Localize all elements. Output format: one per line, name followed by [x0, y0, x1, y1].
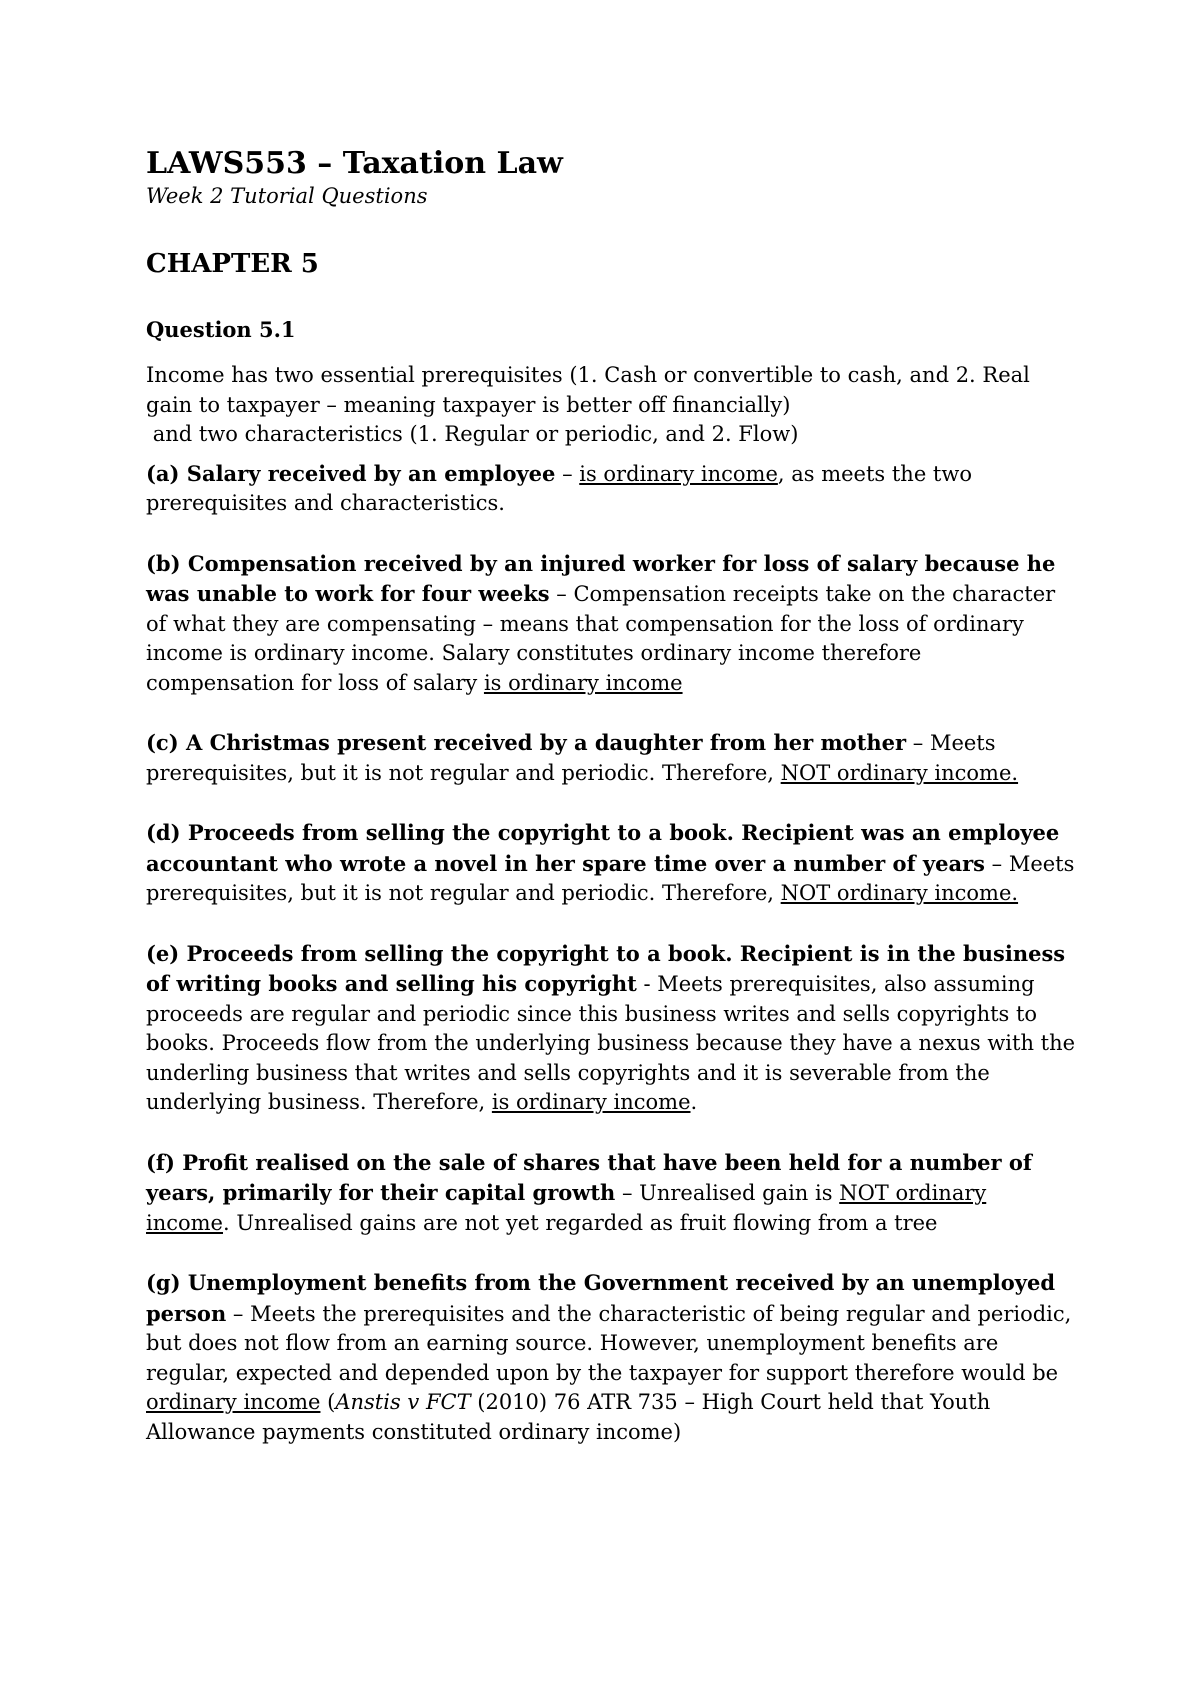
- answer-b-conclusion: is ordinary income: [483, 670, 683, 695]
- answer-f-conclusion: NOT ordinary income: [146, 1181, 987, 1235]
- chapter-heading: CHAPTER 5: [146, 249, 319, 279]
- answer-d-heading: (d) Proceeds from selling the copyright to a book. Recipient was an employee accountant who wrote a novel in her spare time over a number of years: [146, 820, 1060, 876]
- answer-g-text-1: – Meets the prerequisites and the characteristic of being regular and periodic, but does not flow from an earning source. However, unemployment benefits are regular, expected and depended upon by the taxpayer for support therefore would be: [146, 1301, 1072, 1385]
- intro-paragraph: [146, 361, 1076, 450]
- answer-a-text-1: –: [555, 461, 580, 486]
- answer-b-heading: (b) Compensation received by an injured worker for loss of salary because he was unable to work for four weeks: [146, 550, 1056, 606]
- answer-e: [146, 939, 1076, 1118]
- answer-g-case-name: Anstis v FCT: [335, 1390, 471, 1414]
- answer-f: [146, 1148, 1076, 1239]
- answer-c-conclusion: NOT ordinary income.: [780, 760, 1019, 785]
- answer-g-heading: (g) Unemployment benefits from the Government received by an unemployed person: [146, 1270, 1056, 1326]
- answer-e-heading: (e) Proceeds from selling the copyright to a book. Recipient is in the business of writing books and selling his copyright: [146, 940, 1066, 996]
- answer-b-text-1: – Compensation receipts take on the character of what they are compensating – means that compensation for the loss of ordinary income is ordinary income. Salary constitutes ordinary income therefore compensation for loss of salary: [146, 582, 1056, 695]
- question-heading: Question 5.1: [146, 317, 296, 342]
- answer-g-conclusion: ordinary income: [146, 1390, 321, 1414]
- answer-d: [146, 818, 1076, 909]
- answer-g: [146, 1268, 1076, 1447]
- answer-a-conclusion: is ordinary income: [579, 461, 778, 486]
- answer-f-heading: (f) Profit realised on the sale of shares that have been held for a number of years, primarily for their capital growth: [146, 1149, 1032, 1205]
- answer-e-conclusion: is ordinary income: [491, 1090, 691, 1114]
- answer-e-text-1: - Meets prerequisites, also assuming proceeds are regular and periodic since this business writes and sells copyrights to books. Proceeds flow from the underlying business because they have a nexus with the underling business that writes and sells copyrights and it is severable from the underlying business. Therefore,: [146, 972, 1076, 1114]
- answer-d-conclusion: NOT ordinary income.: [780, 881, 1019, 905]
- answer-c-text-1: – Meets prerequisites, but it is not regular and periodic. Therefore,: [146, 731, 996, 785]
- answer-c: [146, 728, 1076, 788]
- document-title: LAWS553 – Taxation Law: [146, 146, 563, 181]
- answer-a-text-2: , as meets the two prerequisites and characteristics.: [146, 461, 972, 515]
- answer-b: [146, 549, 1076, 699]
- answer-c-heading: (c) A Christmas present received by a daughter from her mother: [146, 730, 907, 755]
- answer-f-text-2: . Unrealised gains are not yet regarded as fruit flowing from a tree: [223, 1210, 938, 1235]
- document-subtitle: Week 2 Tutorial Questions: [146, 184, 428, 208]
- answer-g-text-2: (: [320, 1390, 336, 1414]
- answer-f-text-1: – Unrealised gain is: [615, 1181, 840, 1205]
- answer-e-text-2: .: [690, 1090, 698, 1114]
- intro-line-1: Income has two essential prerequisites (1. Cash or convertible to cash, and 2. Real gain to taxpayer – meaning taxpayer is better off financially): [146, 363, 1030, 417]
- intro-line-2: and two characteristics (1. Regular or periodic, and 2. Flow): [146, 422, 799, 446]
- answer-g-text-3: (2010) 76 ATR 735 – High Court held that Youth Allowance payments constituted ordinary income): [146, 1390, 991, 1444]
- answer-d-text-1: – Meets prerequisites, but it is not regular and periodic. Therefore,: [146, 851, 1075, 905]
- answer-a-heading: (a) Salary received by an employee: [146, 460, 556, 486]
- answer-a: [146, 459, 1076, 519]
- document-content: [146, 146, 1076, 1447]
